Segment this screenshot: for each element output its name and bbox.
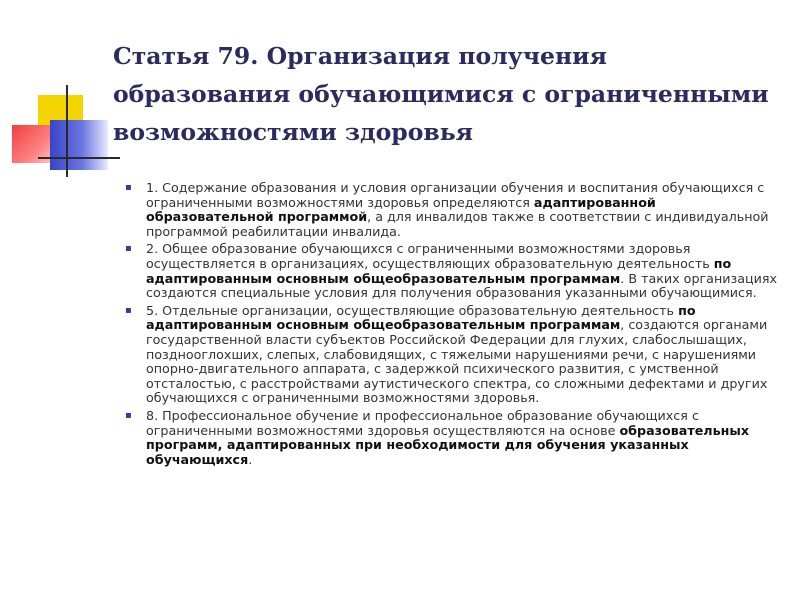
bullet-icon: ▪ (125, 409, 132, 421)
item-text: 1. Содержание образования и условия организации обучения и воспитания обучающихся с ограниченными возможностями здоровья определяются (146, 180, 765, 210)
bullet-icon: ▪ (125, 243, 132, 255)
item-text: . (248, 451, 253, 467)
blue-square-decoration (50, 120, 108, 170)
list-item (125, 304, 780, 406)
list-item (125, 181, 780, 239)
item-text: 2. Общее образование обучающихся с ограниченными возможностями здоровья осуществляется в организациях, осуществляющих образовательную деятельность (146, 241, 714, 271)
item-bold-text: образовательных программ, адаптированных при необходимости для обучения указанных обучающихся (146, 422, 750, 467)
item-text: 8. Профессиональное обучение и профессиональное образование обучающихся с ограниченными возможностями здоровья осуществляются на основе (146, 407, 699, 438)
item-text: , а для инвалидов также в соответствии с индивидуальной программой реабилитации инвалида. (146, 209, 769, 239)
item-text: . В таких организациях создаются специальные условия для получения образования указанными обучающимися. (146, 270, 778, 301)
item-text: 5. Отдельные организации, осуществляющие образовательную деятельность (146, 302, 679, 318)
vertical-line-decoration (66, 85, 68, 177)
bullet-icon: ▪ (125, 304, 132, 316)
article-content (125, 181, 780, 470)
list-item (125, 409, 780, 467)
item-bold-text: по адаптированным основным общеобразовательным программам (146, 255, 732, 286)
item-bold-text: адаптированной образовательной программой (146, 194, 656, 225)
slide-title: Статья 79. Организация получения образования обучающимися с ограниченными возможностями здоровья (113, 42, 769, 146)
list-item (125, 242, 780, 300)
item-bold-text: по адаптированным основным общеобразовательным программам (146, 302, 696, 333)
horizontal-line-decoration (38, 157, 120, 159)
item-text: , создаются органами государственной власти субъектов Российской Федерации для глухих, слабослышащих, позднооглохших, слепых, слабовидящих, с тяжелыми нарушениями речи, с нарушениями опорно-двигательного аппарата, с задержкой психического развития, с умственной отсталостью, с расстройствами аутистического спектра, со сложными дефектами и других обучающихся с ограниченными возможностями здоровья. (146, 317, 768, 406)
bullet-icon: ▪ (125, 182, 132, 193)
